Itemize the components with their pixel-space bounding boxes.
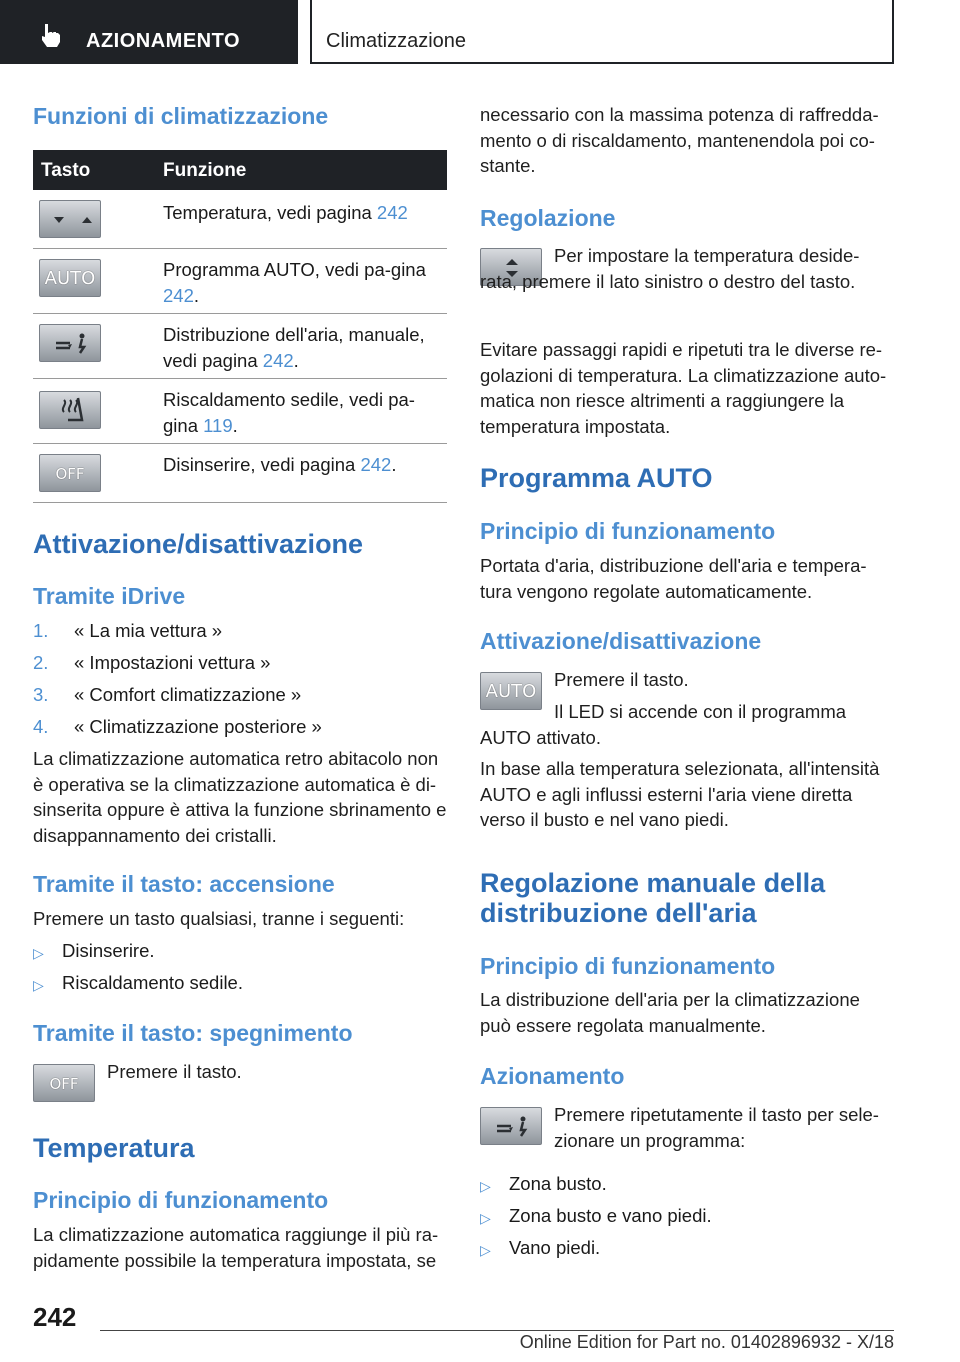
air-distribution-icon xyxy=(39,324,101,362)
step-text: « Climatizzazione posteriore » xyxy=(74,716,322,737)
bullet-text: Zona busto. xyxy=(509,1173,607,1194)
bullet-text: Disinserire. xyxy=(62,940,155,961)
list-item xyxy=(33,970,447,1002)
function-text: Temperatura, vedi pagina xyxy=(163,202,377,223)
function-text: Disinserire, vedi pagina xyxy=(163,454,361,475)
page-number: 242 xyxy=(33,1302,77,1332)
step-text: « La mia vettura » xyxy=(74,620,223,641)
bullet-triangle-icon: ▷ xyxy=(480,1178,491,1194)
auto-activation-heading: Attivazione/disattivazione xyxy=(480,628,762,654)
seat-heating-icon xyxy=(39,391,101,429)
manual-distribution-heading: Regolazione manuale della distribuzione dell'aria xyxy=(480,868,826,928)
bullet-triangle-icon: ▷ xyxy=(480,1242,491,1258)
key-label: AUTO xyxy=(44,268,96,289)
list-item xyxy=(33,618,447,650)
bullet-triangle-icon: ▷ xyxy=(33,945,44,961)
page-header xyxy=(0,0,960,66)
page-link[interactable]: 242 xyxy=(376,202,408,223)
bullet-text: Zona busto e vano piedi. xyxy=(509,1205,712,1226)
off-key-icon xyxy=(39,454,101,492)
step-number: 3. xyxy=(33,684,49,705)
step-text: « Impostazioni vettura » xyxy=(74,652,271,673)
list-item xyxy=(480,1203,894,1235)
table-row xyxy=(33,249,447,314)
key-label: AUTO xyxy=(485,681,537,702)
temperature-heading: Temperatura xyxy=(33,1133,195,1163)
functions-table xyxy=(33,150,447,503)
table-cell-function xyxy=(163,452,447,478)
auto-program-heading: Programma AUTO xyxy=(480,463,713,493)
table-row xyxy=(33,190,447,249)
button-on-exceptions xyxy=(33,938,447,1002)
page-link[interactable]: 242 xyxy=(360,454,392,475)
bullet-triangle-icon: ▷ xyxy=(33,977,44,993)
function-tail: . xyxy=(293,349,299,371)
page-footer xyxy=(0,1290,960,1362)
avoid-paragraph: Evitare passaggi rapidi e ripetuti tra le diverse re-golazioni di temperatura. La climatizzazione auto-matica non riesce altrimenti a raggiungere la temperatura impostata. xyxy=(480,339,887,437)
program-list xyxy=(480,1171,894,1267)
list-item xyxy=(480,1235,894,1267)
table-cell-function xyxy=(163,387,447,438)
page-link[interactable]: 242 xyxy=(262,349,294,371)
list-item xyxy=(33,682,447,714)
section-tab xyxy=(0,0,298,64)
step-number: 4. xyxy=(33,716,49,737)
idrive-paragraph: La climatizzazione automatica retro abitacolo non è operativa se la climatizzazione automatica è di-sinserita oppure è attiva la funzione sbrinamento e disappannamento dei cristalli. xyxy=(33,748,447,846)
button-on-heading: Tramite il tasto: accensione xyxy=(33,871,335,897)
table-row xyxy=(33,444,447,503)
auto-base-paragraph: In base alla temperatura selezionata, all'intensità AUTO e agli influssi esterni l'aria viene diretta verso il busto e nel vano piedi. xyxy=(480,758,880,830)
list-item xyxy=(33,938,447,970)
step-number: 2. xyxy=(33,652,49,673)
manual-principle-heading: Principio di funzionamento xyxy=(480,953,776,979)
col-function-header: Funzione xyxy=(163,160,247,181)
list-item xyxy=(33,650,447,682)
footer-divider xyxy=(100,1330,894,1331)
edition-text: Online Edition for Part no. 01402896932 - X/18 xyxy=(519,1332,894,1352)
off-key-icon xyxy=(33,1064,95,1102)
table-cell-function xyxy=(163,200,447,226)
bullet-text: Riscaldamento sedile. xyxy=(62,972,243,993)
regolazione-paragraph: Per impostare la temperatura deside-rata, premere il lato sinistro o destro del tasto. xyxy=(480,245,860,292)
table-row xyxy=(33,379,447,444)
auto-led-paragraph: Il LED si accende con il programma AUTO attivato. xyxy=(480,701,847,748)
temperature-paragraph: La climatizzazione automatica raggiunge il più ra-pidamente possibile la temperatura impostata, se xyxy=(33,1224,439,1271)
auto-principle-paragraph: Portata d'aria, distribuzione dell'aria e tempera-tura vengono regolate automaticamente. xyxy=(480,555,867,602)
idrive-heading: Tramite iDrive xyxy=(33,583,186,609)
chapter-tab xyxy=(310,0,894,64)
page-link[interactable]: 119 xyxy=(203,414,233,436)
table-row xyxy=(33,314,447,379)
function-text: Riscaldamento sedile, vedi pa-gina xyxy=(163,389,415,436)
button-off-heading: Tramite il tasto: spegnimento xyxy=(33,1020,353,1046)
azionamento-paragraph: Premere ripetutamente il tasto per sele-zionare un programma: xyxy=(554,1104,879,1151)
temperature-principle-heading: Principio di funzionamento xyxy=(33,1187,329,1213)
col-key-header: Tasto xyxy=(41,160,91,181)
chapter-title: Climatizzazione xyxy=(326,30,467,52)
azionamento-heading: Azionamento xyxy=(480,1063,625,1089)
regolazione-heading: Regolazione xyxy=(480,205,616,231)
table-header xyxy=(33,150,447,190)
temperature-arrows-icon xyxy=(39,200,101,238)
air-distribution-icon xyxy=(480,1107,542,1145)
functions-heading: Funzioni di climatizzazione xyxy=(33,103,329,129)
list-item xyxy=(33,714,447,746)
manual-principle-paragraph: La distribuzione dell'aria per la climatizzazione può essere regolata manualmente. xyxy=(480,989,860,1036)
function-text: Programma AUTO, vedi pa-gina xyxy=(163,259,426,280)
bullet-text: Vano piedi. xyxy=(509,1237,601,1258)
step-text: « Comfort climatizzazione » xyxy=(74,684,302,705)
function-tail: . xyxy=(193,284,200,306)
key-label: OFF xyxy=(49,1075,79,1093)
page-link[interactable]: 242 xyxy=(163,284,194,306)
activation-heading: Attivazione/disattivazione xyxy=(33,529,364,559)
button-off-paragraph: Premere il tasto. xyxy=(107,1061,242,1082)
bullet-triangle-icon: ▷ xyxy=(480,1210,491,1226)
step-number: 1. xyxy=(33,620,49,641)
function-tail: . xyxy=(232,414,238,436)
hand-pointer-icon xyxy=(36,20,66,50)
function-tail: . xyxy=(391,454,397,475)
auto-key-icon xyxy=(39,259,101,297)
button-on-paragraph: Premere un tasto qualsiasi, tranne i seguenti: xyxy=(33,908,405,929)
key-label: OFF xyxy=(55,465,85,483)
temperature-paragraph-cont: necessario con la massima potenza di raffredda-mento o di riscaldamento, mantenendola poi co-stante. xyxy=(480,104,879,176)
section-title: AZIONAMENTO xyxy=(86,30,241,52)
auto-press-paragraph: Premere il tasto. xyxy=(554,669,689,690)
idrive-steps xyxy=(33,618,447,746)
list-item xyxy=(480,1171,894,1203)
table-cell-function xyxy=(163,257,447,308)
function-text: Distribuzione dell'aria, manuale, vedi pagina xyxy=(163,324,425,371)
auto-principle-heading: Principio di funzionamento xyxy=(480,518,776,544)
table-cell-function xyxy=(163,322,447,373)
